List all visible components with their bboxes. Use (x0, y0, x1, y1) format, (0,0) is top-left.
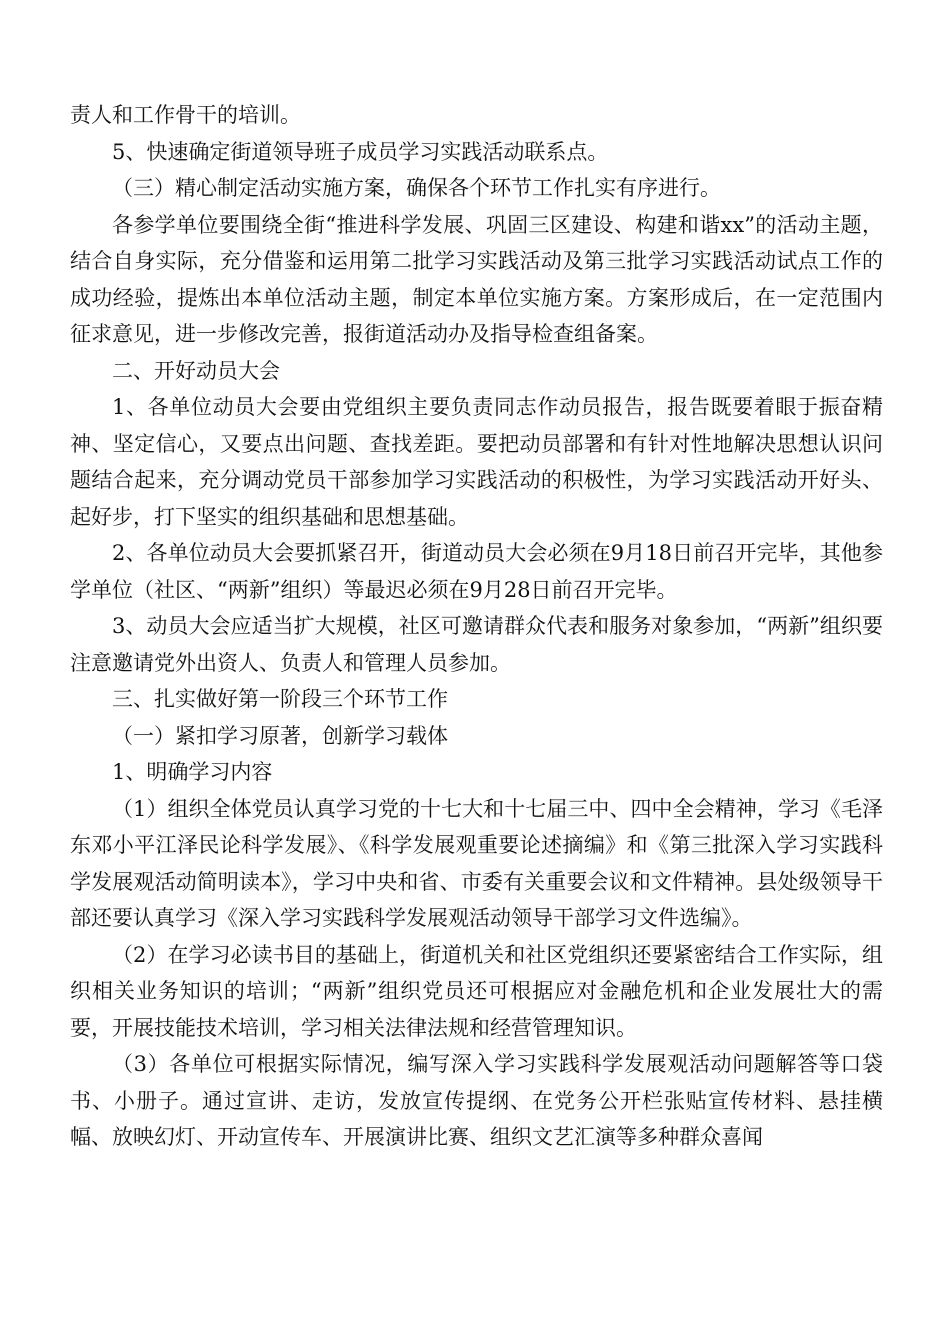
paragraph-study-1: （1）组织全体党员认真学习党的十七大和十七届三中、四中全会精神，学习《毛泽东邓小平江泽民论科学发展》、《科学发展观重要论述摘编》和《第三批深入学习实践科学发展观活动简明读本》，学习中央和省、市委有关重要会议和文件精神。县处级领导干部还要认真学习《深入学习实践科学发展观活动领导干部学习文件选编》。 (70, 796, 883, 930)
section-heading-iii: 三、扎实做好第一阶段三个环节工作 (112, 687, 448, 711)
paragraph-study-2: （2）在学习必读书目的基础上，街道机关和社区党组织还要紧密结合工作实际，组织相关业务知识的培训；“两新”组织党员还可根据应对金融危机和企业发展壮大的需要，开展技能技术培训，学习相关法律法规和经营管理知识。 (70, 942, 883, 1040)
paragraph-item-2: 2、各单位动员大会要抓紧召开，街道动员大会必须在9月18日前召开完毕，其他参学单位（社区、“两新”组织）等最迟必须在9月28日前召开完毕。 (70, 541, 883, 602)
subsection-heading-1: （一）紧扣学习原著，创新学习载体 (112, 723, 448, 748)
paragraph-study-3: （3）各单位可根据实际情况，编写深入学习实践科学发展观活动问题解答等口袋书、小册子。通过宣讲、走访，发放宣传提纲、在党务公开栏张贴宣传材料、悬挂横幅、放映幻灯、开动宣传车、开展演讲比赛、组织文艺汇演等多种群众喜闻 (70, 1052, 883, 1149)
paragraph-item-5: 5、快速确定街道领导班子成员学习实践活动联系点。 (112, 139, 609, 164)
section-heading-ii: 二、开好动员大会 (112, 358, 280, 383)
subheading-study-content: 1、明确学习内容 (112, 760, 273, 784)
document-page (70, 97, 883, 1156)
paragraph-item-3: 3、动员大会应适当扩大规模，社区可邀请群众代表和服务对象参加，“两新”组织要注意邀请党外出资人、负责人和管理人员参加。 (70, 614, 883, 675)
paragraph-body: 各参学单位要围绕全街“推进科学发展、巩固三区建设、构建和谐xx”的活动主题，结合自身实际，充分借鉴和运用第二批学习实践活动及第三批学习实践活动试点工作的成功经验，提炼出本单位活动主题，制定本单位实施方案。方案形成后，在一定范围内征求意见，进一步修改完善，报街道活动办及指导检查组备案。 (70, 212, 883, 346)
section-heading-3: （三）精心制定活动实施方案，确保各个环节工作扎实有序进行。 (112, 176, 721, 200)
paragraph-item-1: 1、各单位动员大会要由党组织主要负责同志作动员报告，报告既要着眼于振奋精神、坚定信心，又要点出问题、查找差距。要把动员部署和有针对性地解决思想认识问题结合起来，充分调动党员干部参加学习实践活动的积极性，为学习实践活动开好头、起好步，打下坚实的组织基础和思想基础。 (70, 395, 883, 529)
paragraph-continuation: 责人和工作骨干的培训。 (70, 103, 301, 127)
